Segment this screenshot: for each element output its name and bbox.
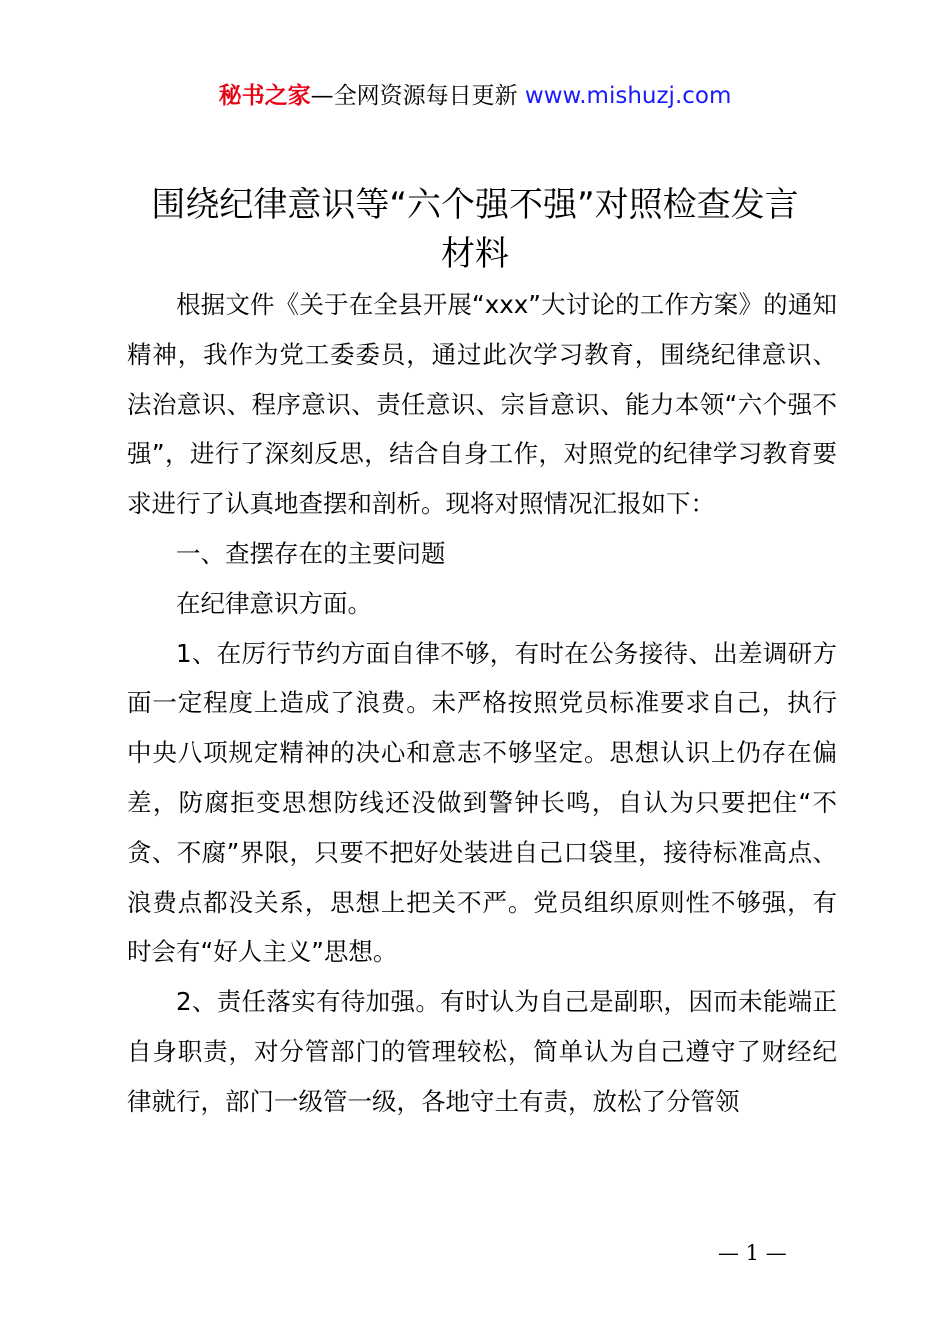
section-heading: 一、查摆存在的主要问题 bbox=[176, 538, 446, 568]
site-url-link[interactable]: www.mishuzj.com bbox=[524, 83, 732, 109]
site-brand: 秘书之家 bbox=[218, 83, 311, 109]
title-line: 围绕纪律意识等“六个强不强”对照检查发言 bbox=[151, 185, 799, 225]
site-header bbox=[0, 80, 950, 112]
document-title bbox=[100, 181, 850, 279]
subsection-heading: 在纪律意识方面。 bbox=[176, 588, 372, 618]
title-line: 材料 bbox=[441, 234, 509, 274]
body-paragraph: 1、在厉行节约方面自律不够，有时在公务接待、出差调研方面一定程度上造成了浪费。未严格按照党员标准要求自己，执行中央八项规定精神的决心和意志不够坚定。思想认识上仍存在偏差，防腐拒变思想防线还没做到警钟长鸣，自认为只要把住“不贪、不腐”界限，只要不把好处装进自己口袋里，接待标准高点、浪费点都没关系，思想上把关不严。党员组织原则性不够强，有时会有“好人主义”思想。 bbox=[127, 638, 837, 967]
page-number: — 1 — bbox=[718, 1241, 787, 1265]
intro-paragraph: 根据文件《关于在全县开展“xxx”大讨论的工作方案》的通知精神，我作为党工委委员，通过此次学习教育，围绕纪律意识、法治意识、程序意识、责任意识、宗旨意识、能力本领“六个强不强”，进行了深刻反思，结合自身工作，对照党的纪律学习教育要求进行了认真地查摆和剖析。现将对照情况汇报如下： bbox=[127, 290, 837, 519]
body-paragraph: 2、责任落实有待加强。有时认为自己是副职，因而未能端正自身职责，对分管部门的管理较松，简单认为自己遵守了财经纪律就行，部门一级管一级，各地守土有责，放松了分管领 bbox=[127, 987, 837, 1116]
site-tagline: —全网资源每日更新 bbox=[310, 83, 518, 109]
document-body bbox=[127, 280, 837, 1127]
